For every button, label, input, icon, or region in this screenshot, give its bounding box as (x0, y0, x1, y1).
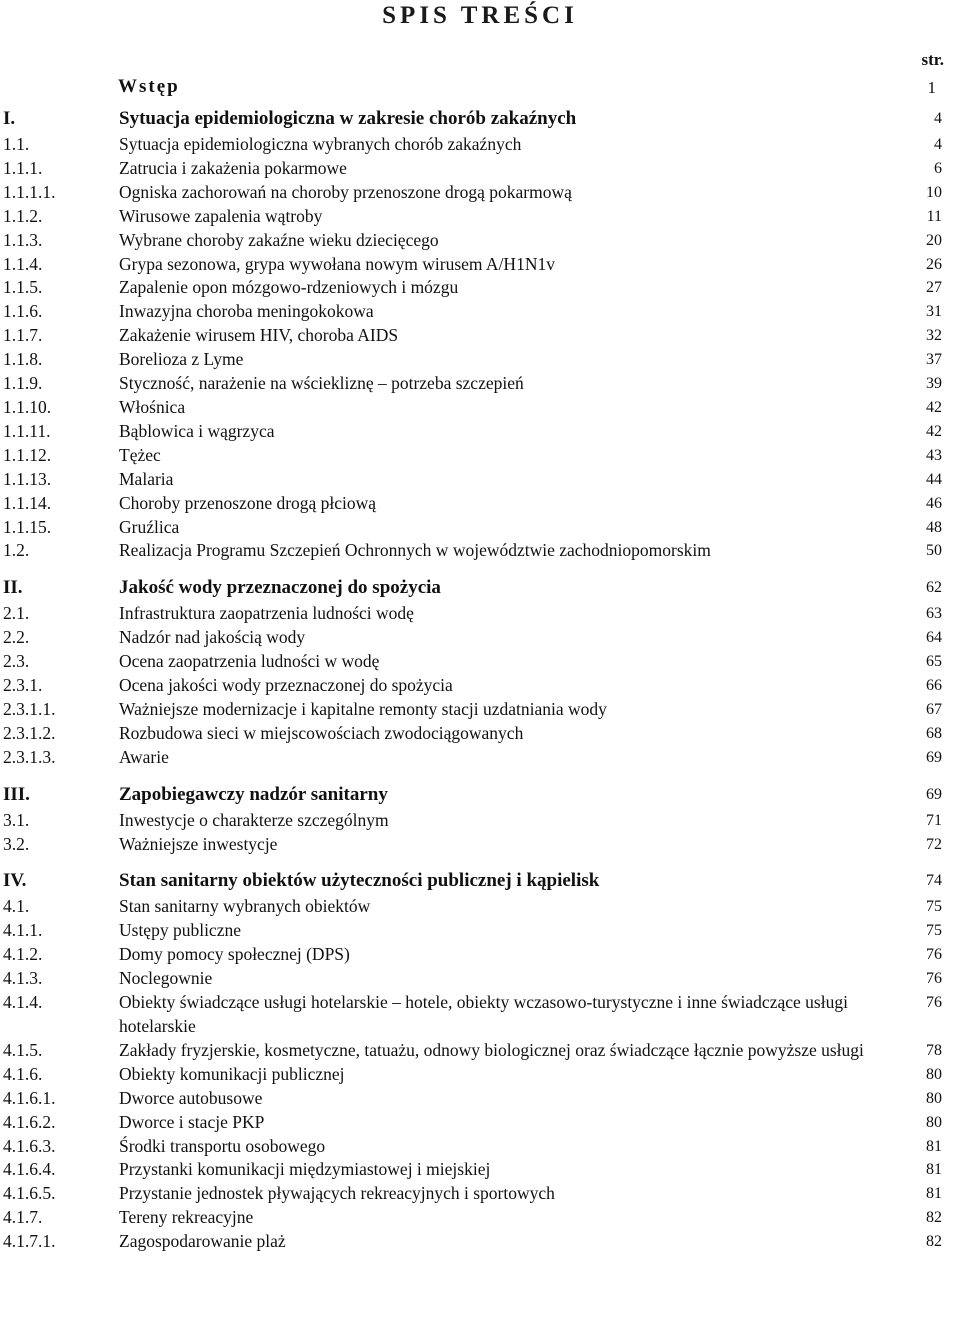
toc-entry-title[interactable]: Stan sanitarny obiektów użyteczności publicznej i kąpielisk (119, 870, 600, 892)
toc-entry-title[interactable]: Obiekty komunikacji publicznej (119, 1063, 345, 1084)
toc-entry-page: 27 (926, 279, 942, 297)
toc-entry-number: 2.3.1. (3, 675, 43, 696)
toc-entry-number: 4.1.3. (3, 968, 43, 989)
toc-entry-page: 42 (926, 398, 942, 416)
toc-entry-page: 20 (926, 231, 942, 249)
toc-entry-page: 75 (926, 922, 942, 940)
toc-entry-title[interactable]: Ocena zaopatrzenia ludności w wodę (119, 651, 380, 672)
page-column-label: str. (921, 50, 944, 69)
toc-entry-title[interactable]: Rozbudowa sieci w miejscowościach zwodociągowanych (119, 722, 524, 743)
toc-intro-label[interactable]: Wstęp (118, 76, 180, 97)
toc-entry-page: 68 (926, 724, 942, 742)
toc-entry-row[interactable] (0, 229, 960, 253)
toc-entry-title[interactable]: Awarie (119, 746, 169, 767)
toc-entry-number: 2.3.1.1. (3, 698, 56, 719)
toc-entry-page: 82 (926, 1209, 942, 1227)
toc-entry-title[interactable]: Noclegownie (119, 968, 213, 989)
toc-entry-number: 1.1.2. (3, 205, 43, 226)
toc-entry-number: 4.1.7.1. (3, 1231, 56, 1252)
toc-entry-page: 64 (926, 629, 942, 647)
toc-entry-title[interactable]: Infrastruktura zaopatrzenia ludności wodę (119, 603, 414, 624)
toc-entry-page: 26 (926, 255, 942, 273)
toc-entry-number: 1.1.1. (3, 157, 43, 178)
toc-entry-row[interactable] (0, 516, 960, 540)
toc-entry-title[interactable]: Inwazyjna choroba meningokokowa (119, 301, 374, 322)
toc-entry-number: 4.1.6.2. (3, 1111, 56, 1132)
toc-entry-page: 82 (926, 1233, 942, 1251)
toc-entry-page: 42 (926, 422, 942, 440)
toc-entry-title[interactable]: Zatrucia i zakażenia pokarmowe (119, 157, 347, 178)
toc-entry-row[interactable] (0, 650, 960, 674)
toc-entry-number: 1.1. (3, 134, 30, 154)
toc-section-row[interactable] (0, 780, 960, 809)
toc-entry-title[interactable]: Sytuacja epidemiologiczna w zakresie chorób zakaźnych (119, 108, 577, 129)
toc-entry-title[interactable]: Przystanki komunikacji międzymiastowej i miejskiej (119, 1159, 491, 1180)
toc-entry-page: 81 (926, 1185, 942, 1203)
toc-entry-number: 1.1.6. (3, 301, 43, 322)
toc-entry-page: 32 (926, 327, 942, 345)
toc-entry-title[interactable]: Realizacja Programu Szczepień Ochronnych w województwie zachodniopomorskim (119, 540, 711, 561)
toc-entry-title[interactable]: Ustępy publiczne (119, 920, 241, 941)
toc-entry-row[interactable] (0, 468, 960, 492)
toc-entry-title[interactable]: Stan sanitarny wybranych obiektów (119, 896, 371, 917)
toc-entry-row[interactable] (0, 348, 960, 372)
toc-entry-page: 44 (926, 470, 942, 488)
toc-entry-title[interactable]: Tereny rekreacyjne (119, 1207, 254, 1228)
toc-entry-row[interactable] (0, 1230, 960, 1254)
toc-entry-page: 71 (926, 811, 942, 829)
toc-section-row[interactable] (0, 866, 960, 895)
toc-entry-number: 1.1.15. (3, 516, 52, 537)
toc-intro-page: 1 (927, 78, 936, 97)
toc-entry-row[interactable] (0, 1135, 960, 1159)
toc-entry-page: 50 (926, 542, 942, 560)
toc-entry-page: 43 (926, 446, 942, 464)
toc-entry-title[interactable]: Włośnica (119, 396, 186, 417)
toc-entry-number: III. (3, 783, 30, 805)
toc-entry-row[interactable] (0, 276, 960, 300)
toc-entry-page: 10 (926, 183, 942, 201)
toc-entry-number: 4.1.1. (3, 920, 43, 941)
toc-entry-row[interactable] (0, 372, 960, 396)
toc-entry-number: 4.1.6.4. (3, 1159, 56, 1180)
toc-entry-title[interactable]: Zakażenie wirusem HIV, choroba AIDS (119, 325, 399, 346)
toc-entry-page: 46 (926, 494, 942, 512)
toc-entry-title[interactable]: Choroby przenoszone drogą płciową (119, 492, 377, 513)
toc-entry-row[interactable] (0, 722, 960, 746)
toc-entry-row[interactable] (0, 253, 960, 277)
toc-entry-number: 1.1.5. (3, 277, 43, 298)
toc-entry-title[interactable]: Tężec (119, 444, 161, 465)
toc-entry-number: 4.1. (3, 896, 30, 917)
toc-entry-title[interactable]: Środki transportu osobowego (119, 1135, 326, 1156)
toc-entry-row[interactable] (0, 1182, 960, 1206)
toc-entry-row[interactable] (0, 492, 960, 516)
toc-entry-title[interactable]: Styczność, narażenie na wściekliznę – potrzeba szczepień (119, 373, 524, 394)
toc-entry-row[interactable] (0, 396, 960, 420)
toc-entry-row[interactable] (0, 1111, 960, 1135)
toc-entry-row[interactable] (0, 1039, 960, 1063)
toc-entry-title[interactable]: Obiekty świadczące usługi hotelarskie – hotele, obiekty wczasowo-turystyczne i inne świadczące usługi hotelarskie (119, 992, 848, 1036)
toc-entry-number: 1.1.7. (3, 325, 43, 346)
toc-entry-title[interactable]: Zapobiegawczy nadzór sanitarny (119, 783, 388, 805)
toc-entry-number: 4.1.5. (3, 1039, 43, 1060)
toc-entry-row[interactable] (0, 809, 960, 833)
toc-entry-number: 4.1.6.5. (3, 1183, 56, 1204)
toc-entry-row[interactable] (0, 181, 960, 205)
toc-entry-row[interactable] (0, 943, 960, 967)
toc-entry-number: 4.1.6. (3, 1063, 43, 1084)
toc-entry-row[interactable] (0, 698, 960, 722)
toc-entry-row[interactable] (0, 602, 960, 626)
toc-entry-row[interactable] (0, 539, 960, 563)
toc-entry-number: 2.2. (3, 627, 30, 648)
toc-entry-number: 1.1.8. (3, 349, 43, 370)
toc-entry-number: 3.2. (3, 833, 30, 854)
toc-section-row[interactable] (0, 104, 960, 133)
toc-entry-title[interactable]: Malaria (119, 468, 174, 489)
toc-entry-page: 11 (926, 207, 942, 225)
toc-entry-number: 1.1.4. (3, 253, 43, 274)
toc-entry-title[interactable]: Gruźlica (119, 516, 180, 537)
toc-entry-row[interactable] (0, 205, 960, 229)
toc-entry-number: 4.1.4. (3, 992, 43, 1013)
toc-entry-title[interactable]: Zagospodarowanie plaż (119, 1231, 286, 1252)
toc-entry-page: 4 (934, 110, 942, 127)
toc-entry-page: 76 (926, 994, 942, 1012)
toc-entry-page: 74 (926, 872, 942, 890)
toc-entry-page: 80 (926, 1065, 942, 1083)
toc-entry-row[interactable] (0, 1206, 960, 1230)
toc-entry-page: 76 (926, 946, 942, 964)
toc-entry-title[interactable]: Borelioza z Lyme (119, 349, 244, 370)
toc-entry-row[interactable] (0, 1087, 960, 1111)
toc-entry-page: 69 (926, 748, 942, 766)
toc-entry-number: 1.1.13. (3, 468, 52, 489)
toc-entry-title[interactable]: Ocena jakości wody przeznaczonej do spożycia (119, 675, 453, 696)
toc-entry-number: 1.1.3. (3, 229, 43, 250)
toc-entry-row[interactable] (0, 1158, 960, 1182)
toc-entry-page: 63 (926, 605, 942, 623)
toc-entry-number: 4.1.6.3. (3, 1135, 56, 1156)
toc-entry-number: 4.1.6.1. (3, 1087, 56, 1108)
toc-entry-title[interactable]: Dworce autobusowe (119, 1087, 263, 1108)
toc-entry-row[interactable] (0, 919, 960, 943)
toc-entry-number: 1.1.14. (3, 492, 52, 513)
toc-section-row[interactable] (0, 573, 960, 602)
toc-entry-row[interactable] (0, 420, 960, 444)
toc-entry-row[interactable] (0, 626, 960, 650)
toc-entry-number: 1.1.9. (3, 373, 43, 394)
toc-entry-number: 1.1.1.1. (3, 181, 56, 202)
toc-entry-row[interactable] (0, 324, 960, 348)
toc-entry-page: 37 (926, 351, 942, 369)
toc-entry-row[interactable] (0, 833, 960, 857)
toc-entry-title[interactable]: Zakłady fryzjerskie, kosmetyczne, tatuażu, odnowy biologicznej oraz świadczące łącznie powyższe usługi (119, 1039, 864, 1060)
toc-entry-title[interactable]: Wybrane choroby zakaźne wieku dziecięcego (119, 229, 439, 250)
toc-entry-row[interactable] (0, 967, 960, 991)
toc-entry-title[interactable]: Ważniejsze modernizacje i kapitalne remonty stacji uzdatniania wody (119, 698, 607, 719)
toc-entry-row[interactable] (0, 746, 960, 770)
toc-entry-number: 1.1.10. (3, 396, 52, 417)
toc-entry-number: I. (3, 108, 16, 129)
toc-entry-number: II. (3, 577, 23, 599)
toc-entry-row[interactable] (0, 895, 960, 919)
toc-entry-number: 3.1. (3, 809, 30, 830)
toc-entry-page: 75 (926, 898, 942, 916)
toc-entry-page: 39 (926, 375, 942, 393)
toc-entry-number: 2.3.1.3. (3, 746, 56, 767)
toc-entry-number: 2.3. (3, 651, 30, 672)
page-title: SPIS TREŚCI (382, 2, 578, 29)
toc-entry-title[interactable]: Nadzór nad jakością wody (119, 627, 306, 648)
toc-entry-title[interactable]: Dworce i stacje PKP (119, 1111, 265, 1132)
toc-entry-page: 66 (926, 677, 942, 695)
toc-entry-page: 81 (926, 1137, 942, 1155)
toc-entry-title[interactable]: Domy pomocy społecznej (DPS) (119, 944, 350, 965)
toc-entry-title[interactable]: Ogniska zachorowań na choroby przenoszone drogą pokarmową (119, 181, 572, 202)
toc-entry-number: IV. (3, 870, 27, 892)
toc-entry-page: 72 (926, 835, 942, 853)
table-of-contents (0, 104, 960, 1254)
toc-entry-page: 6 (934, 159, 942, 177)
toc-entry-page: 76 (926, 970, 942, 988)
toc-entry-number: 1.1.12. (3, 444, 52, 465)
toc-entry-page: 78 (926, 1041, 942, 1059)
toc-entry-title[interactable]: Zapalenie opon mózgowo-rdzeniowych i mózgu (119, 277, 459, 298)
toc-entry-row[interactable] (0, 157, 960, 181)
toc-entry-number: 2.3.1.2. (3, 722, 56, 743)
toc-entry-page: 62 (926, 579, 942, 597)
toc-entry-page: 31 (926, 303, 942, 321)
toc-entry-title[interactable]: Bąblowica i wągrzyca (119, 420, 275, 441)
toc-entry-page: 4 (934, 136, 942, 153)
toc-entry-row[interactable] (0, 300, 960, 324)
toc-entry-page: 65 (926, 653, 942, 671)
toc-entry-number: 4.1.7. (3, 1207, 43, 1228)
toc-entry-number: 1.2. (3, 540, 30, 561)
toc-entry-title[interactable]: Inwestycje o charakterze szczególnym (119, 809, 389, 830)
toc-entry-page: 80 (926, 1113, 942, 1131)
toc-entry-row[interactable] (0, 133, 960, 157)
toc-entry-page: 81 (926, 1161, 942, 1179)
toc-entry-title[interactable]: Wirusowe zapalenia wątroby (119, 205, 323, 226)
toc-entry-title[interactable]: Przystanie jednostek pływających rekreacyjnych i sportowych (119, 1183, 555, 1204)
toc-entry-title[interactable]: Sytuacja epidemiologiczna wybranych chorób zakaźnych (119, 134, 522, 154)
toc-entry-number: 4.1.2. (3, 944, 43, 965)
toc-entry-page: 69 (926, 785, 942, 803)
toc-entry-title[interactable]: Grypa sezonowa, grypa wywołana nowym wirusem A/H1N1v (119, 253, 555, 274)
toc-entry-row[interactable] (0, 674, 960, 698)
toc-entry-row[interactable] (0, 444, 960, 468)
toc-entry-number: 2.1. (3, 603, 30, 624)
toc-entry-title[interactable]: Ważniejsze inwestycje (119, 833, 278, 854)
toc-entry-number: 1.1.11. (3, 420, 51, 441)
toc-entry-page: 67 (926, 700, 942, 718)
toc-entry-page: 48 (926, 518, 942, 536)
toc-entry-row[interactable] (0, 1063, 960, 1087)
toc-entry-title[interactable]: Jakość wody przeznaczonej do spożycia (119, 577, 441, 599)
toc-entry-row[interactable] (0, 991, 960, 1039)
toc-entry-page: 80 (926, 1089, 942, 1107)
